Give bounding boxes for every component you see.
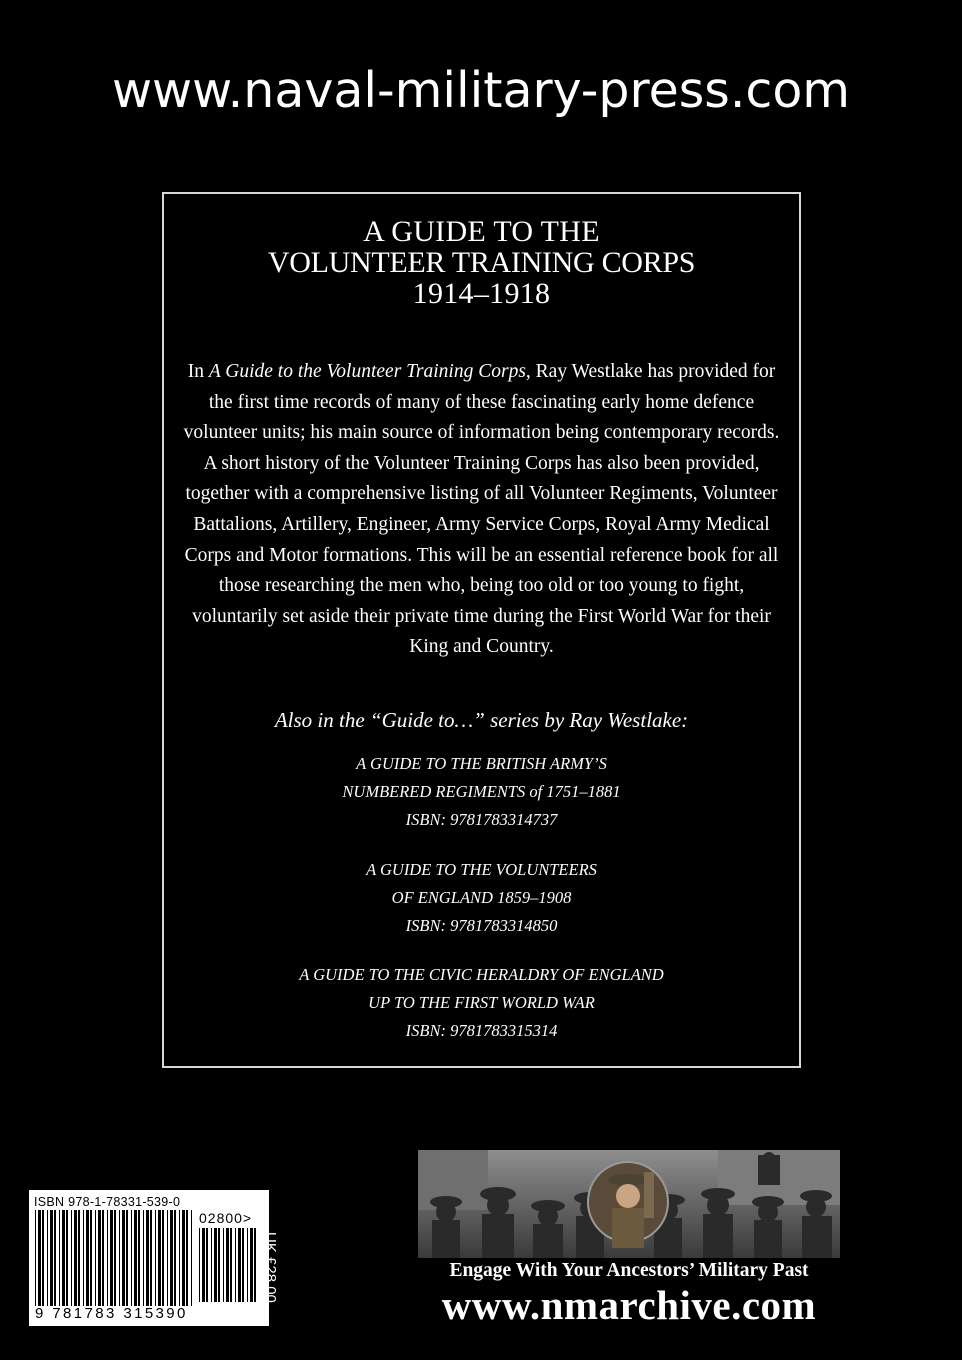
series-book-isbn: ISBN: 9781783314737 (405, 810, 558, 829)
archive-tagline: Engage With Your Ancestors’ Military Past (449, 1260, 809, 1281)
series-book-title-line-1: A GUIDE TO THE VOLUNTEERS (366, 860, 597, 879)
series-book-title-line-1: A GUIDE TO THE BRITISH ARMY’S (356, 754, 607, 773)
title-line-1: A GUIDE TO THE (363, 215, 600, 248)
series-book-title-line-2: OF ENGLAND 1859–1908 (391, 888, 572, 907)
series-heading: Also in the “Guide to…” series by Ray Westlake: (274, 708, 689, 732)
archive-url: www.nmarchive.com (441, 1282, 817, 1328)
series-book-1 (164, 750, 799, 834)
series-book-title-line-2: NUMBERED REGIMENTS of 1751–1881 (342, 782, 621, 801)
barcode-isbn: ISBN 978-1-78331-539-0 (34, 1195, 181, 1209)
series-book-2 (164, 856, 799, 940)
title-line-3: 1914–1918 (412, 277, 551, 310)
series-book-title-line-1: A GUIDE TO THE CIVIC HERALDRY OF ENGLAND (299, 965, 664, 984)
book-description (178, 357, 785, 663)
title-line-2: VOLUNTEER TRAINING CORPS (267, 246, 696, 279)
barcode-bars (35, 1210, 195, 1306)
barcode-label (29, 1190, 269, 1326)
series-book-title-line-2: UP TO THE FIRST WORLD WAR (368, 993, 595, 1012)
price-label: UK £28.00 (262, 1232, 279, 1303)
series-book-isbn: ISBN: 9781783315314 (405, 1021, 558, 1040)
series-book-isbn: ISBN: 9781783314850 (405, 916, 558, 935)
book-title (164, 216, 799, 309)
publisher-website: www.naval-military-press.com (111, 62, 851, 119)
barcode-addon-bars (199, 1228, 261, 1302)
blurb-book-title: A Guide to the Volunteer Training Corps (208, 361, 526, 382)
description-frame (162, 192, 801, 1068)
barcode-digits: 9 781783 315390 (35, 1305, 188, 1322)
blurb-body: , Ray Westlake has provided for the first time records of many of these fascinating early home defence volunteer units; his main source of information being contemporary records. A short history of the Volunteer Training Corps has also been provided, together with a comprehensive listing of all Volunteer Regiments, Volunteer Battalions, Artillery, Engineer, Army Service Corps, Royal Army Medical Corps and Motor formations. This will be an essential reference book for all those researching the men who, being too old or too young to fight, voluntarily set aside their private time during the First World War for their King and Country. (183, 361, 780, 658)
barcode-price-code: 02800> (199, 1210, 253, 1226)
series-book-3 (164, 961, 799, 1045)
soldiers-photo (418, 1150, 840, 1258)
blurb-intro: In (187, 361, 204, 382)
archive-advert (418, 1150, 840, 1326)
